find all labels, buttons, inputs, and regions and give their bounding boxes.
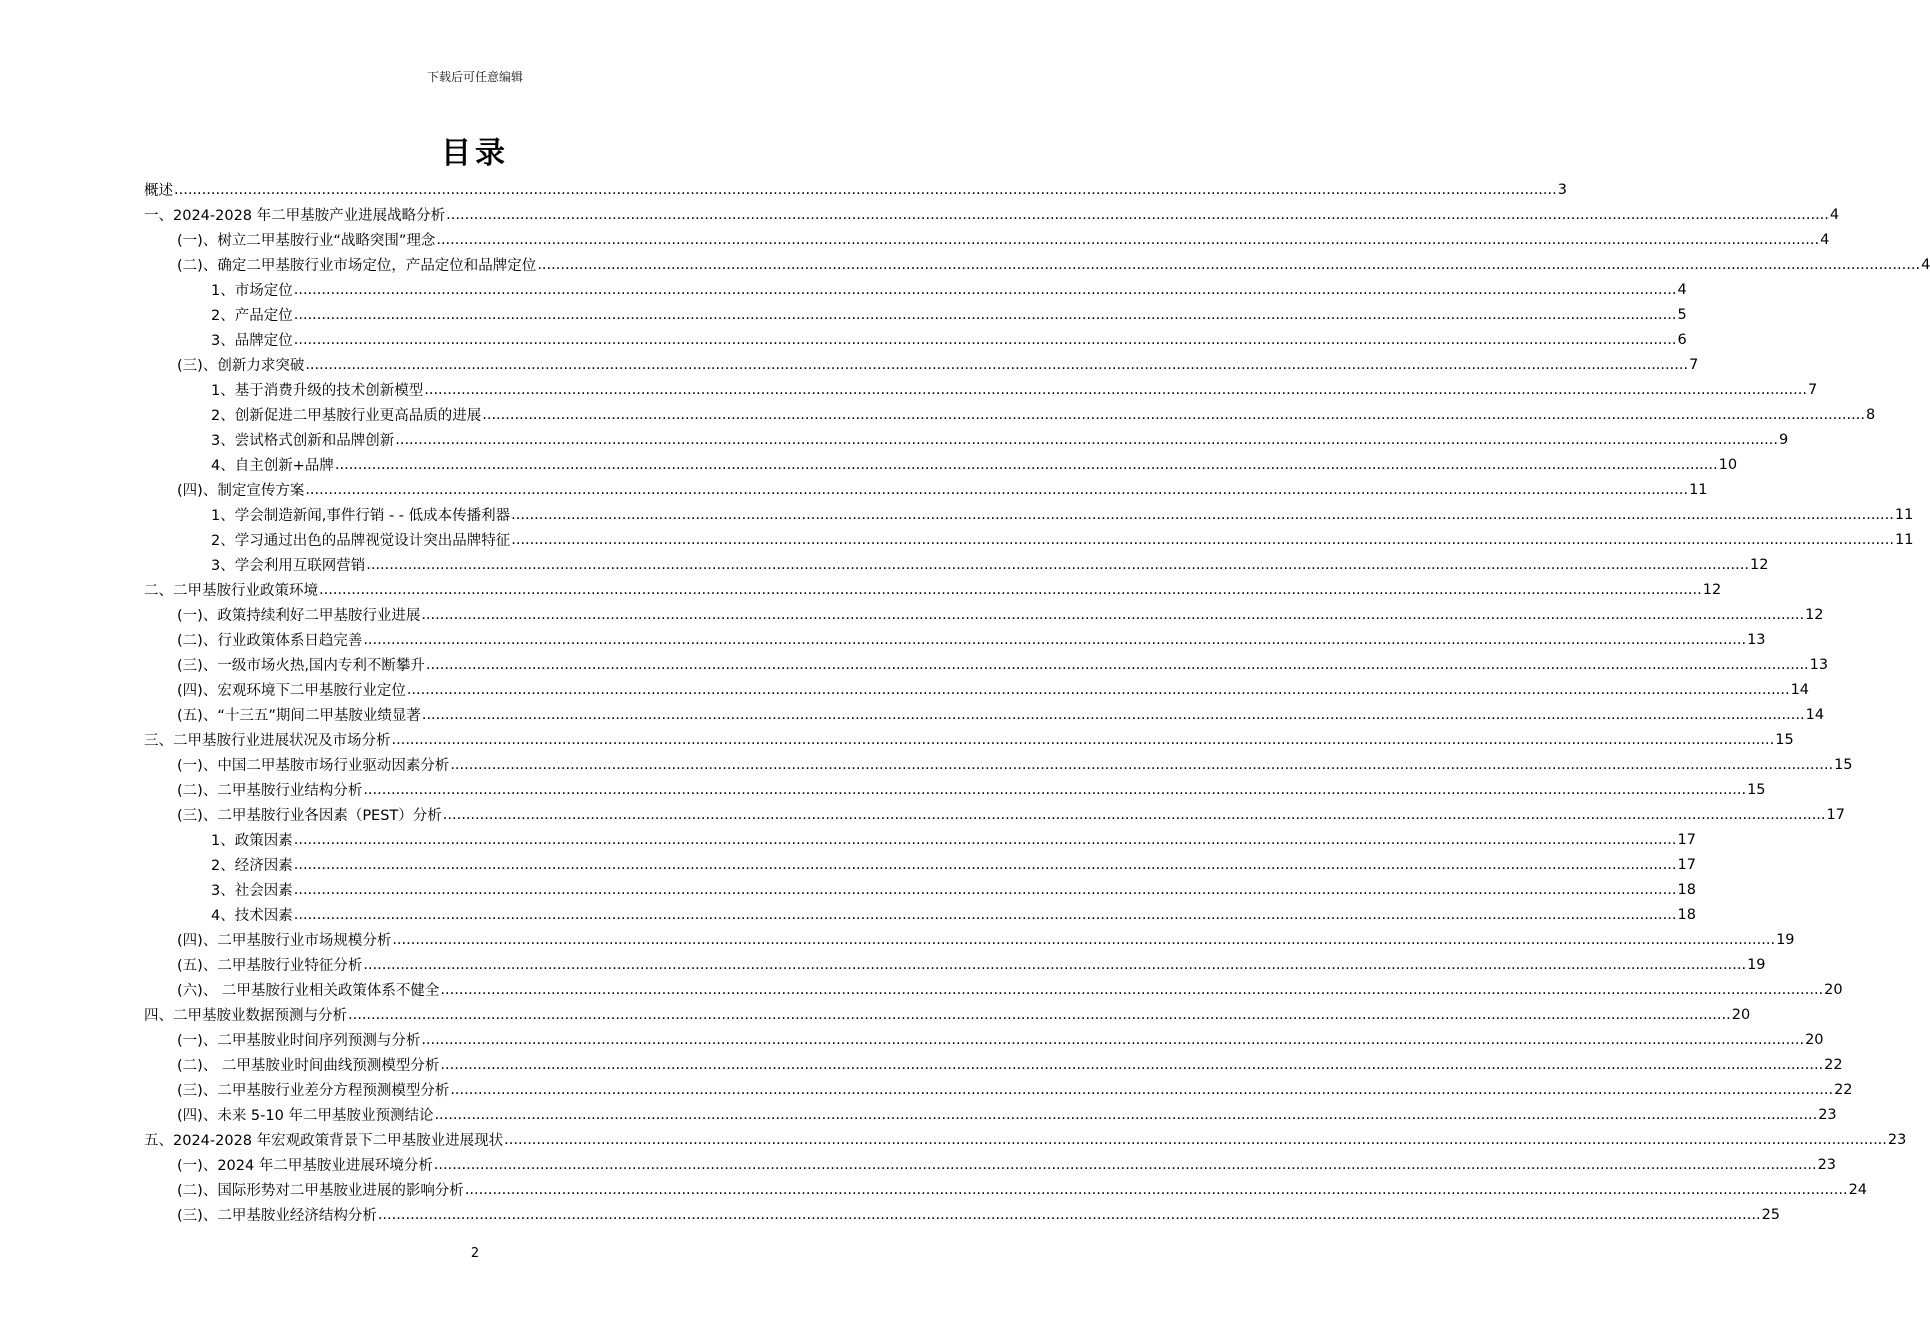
toc-entry-page: 20 xyxy=(1731,1006,1751,1023)
toc-entry[interactable] xyxy=(144,452,1738,477)
toc-entry-title: 五、2024-2028 年宏观政策背景下二甲基胺业进展现状 xyxy=(144,1133,504,1149)
toc-entry[interactable] xyxy=(144,827,1696,852)
toc-leader-dots: ............................................................................................................................................................................................................................................................................................................ xyxy=(293,331,1677,348)
toc-entry-title: (一)、2024 年二甲基胺业进展环境分析 xyxy=(177,1158,433,1174)
toc-entry-page: 13 xyxy=(1747,631,1766,648)
toc-entry[interactable] xyxy=(144,552,1769,577)
toc-entry[interactable] xyxy=(144,802,1845,827)
toc-entry-title: 2、学习通过出色的品牌视觉设计突出品牌特征 xyxy=(211,533,511,549)
toc-entry-page: 25 xyxy=(1761,1206,1781,1223)
toc-leader-dots: ............................................................................................................................................................................................................................................................................................................ xyxy=(391,731,1775,748)
toc-entry[interactable] xyxy=(144,527,1914,552)
toc-entry-title: (一)、中国二甲基胺市场行业驱动因素分析 xyxy=(177,758,450,774)
toc-entry[interactable] xyxy=(144,1077,1853,1102)
toc-entry[interactable] xyxy=(144,477,1708,502)
toc-entry-title: 四、二甲基胺业数据预测与分析 xyxy=(144,1008,347,1024)
toc-leader-dots: ............................................................................................................................................................................................................................................................................................................ xyxy=(377,1206,1761,1223)
toc-entry-page: 8 xyxy=(1865,406,1876,423)
toc-leader-dots: ............................................................................................................................................................................................................................................................................................................ xyxy=(392,931,1776,948)
toc-entry-page: 4 xyxy=(1677,281,1687,298)
toc-entry-title: 二、二甲基胺行业政策环境 xyxy=(144,583,318,599)
toc-entry-title: 三、二甲基胺行业进展状况及市场分析 xyxy=(144,733,391,749)
toc-leader-dots: ............................................................................................................................................................................................................................................................................................................ xyxy=(446,206,1829,223)
toc-entry[interactable] xyxy=(144,927,1795,952)
toc-entry-page: 3 xyxy=(1557,181,1567,198)
page-number: 2 xyxy=(470,1246,480,1261)
toc-entry[interactable] xyxy=(144,902,1696,927)
toc-entry-page: 4 xyxy=(1829,206,1840,223)
toc-entry-title: 4、自主创新+品牌 xyxy=(211,458,334,474)
toc-entry[interactable] xyxy=(144,1127,1907,1152)
toc-entry-title: (六)、 二甲基胺行业相关政策体系不健全 xyxy=(177,983,440,999)
toc-entry[interactable] xyxy=(144,1027,1824,1052)
toc-entry[interactable] xyxy=(144,952,1766,977)
toc-entry-title: 概述 xyxy=(144,183,173,199)
toc-entry-page: 4 xyxy=(1820,231,1830,248)
toc-entry-page: 20 xyxy=(1824,981,1843,998)
toc-leader-dots: ............................................................................................................................................................................................................................................................................................................ xyxy=(395,431,1778,448)
toc-entry-page: 23 xyxy=(1887,1131,1907,1148)
toc-entry-title: 3、社会因素 xyxy=(211,883,293,899)
toc-entry-page: 24 xyxy=(1848,1181,1868,1198)
toc-entry-title: 2、创新促进二甲基胺行业更高品质的进展 xyxy=(211,408,482,424)
toc-leader-dots: ............................................................................................................................................................................................................................................................................................................ xyxy=(482,406,1865,423)
toc-leader-dots: ............................................................................................................................................................................................................................................................................................................ xyxy=(421,606,1805,623)
table-of-contents xyxy=(144,177,1930,1227)
toc-leader-dots: ............................................................................................................................................................................................................................................................................................................ xyxy=(293,881,1677,898)
toc-entry[interactable] xyxy=(144,277,1687,302)
toc-entry-page: 18 xyxy=(1677,906,1696,923)
toc-leader-dots: ............................................................................................................................................................................................................................................................................................................ xyxy=(363,631,1747,648)
toc-entry-title: (二)、国际形势对二甲基胺业进展的影响分析 xyxy=(177,1183,464,1199)
toc-entry[interactable] xyxy=(144,852,1696,877)
toc-leader-dots: ............................................................................................................................................................................................................................................................................................................ xyxy=(440,1056,1824,1073)
toc-entry-page: 7 xyxy=(1689,356,1699,373)
toc-entry[interactable] xyxy=(144,227,1830,252)
toc-entry[interactable] xyxy=(144,1177,1868,1202)
toc-entry-title: (五)、“十三五”期间二甲基胺业绩显著 xyxy=(177,708,421,724)
toc-entry-title: 1、学会制造新闻,事件行销 - - 低成本传播利器 xyxy=(211,508,511,524)
toc-entry[interactable] xyxy=(144,577,1722,602)
toc-entry-page: 9 xyxy=(1778,431,1789,448)
toc-entry-page: 5 xyxy=(1677,306,1687,323)
toc-leader-dots: ............................................................................................................................................................................................................................................................................................................ xyxy=(366,556,1749,573)
toc-entry[interactable] xyxy=(144,1102,1837,1127)
toc-entry-page: 12 xyxy=(1805,606,1824,623)
toc-entry-page: 18 xyxy=(1677,881,1696,898)
toc-entry-page: 17 xyxy=(1677,856,1696,873)
toc-leader-dots: ............................................................................................................................................................................................................................................................................................................ xyxy=(305,356,1689,373)
toc-entry[interactable] xyxy=(144,302,1687,327)
toc-entry-title: 4、技术因素 xyxy=(211,908,293,924)
toc-entry-page: 11 xyxy=(1689,481,1708,498)
toc-leader-dots: ............................................................................................................................................................................................................................................................................................................ xyxy=(425,656,1809,673)
toc-entry[interactable] xyxy=(144,777,1766,802)
toc-entry-title: 1、市场定位 xyxy=(211,283,293,299)
toc-leader-dots: ............................................................................................................................................................................................................................................................................................................ xyxy=(434,1106,1818,1123)
toc-entry[interactable] xyxy=(144,1002,1751,1027)
toc-entry-page: 7 xyxy=(1807,381,1818,398)
page-header-note: 下载后可任意编辑 xyxy=(426,70,523,84)
toc-entry[interactable] xyxy=(144,677,1810,702)
toc-entry[interactable] xyxy=(144,402,1876,427)
toc-entry-page: 11 xyxy=(1894,531,1914,548)
toc-entry[interactable] xyxy=(144,1202,1781,1227)
toc-entry-title: (三)、二甲基胺行业各因素（PEST）分析 xyxy=(177,808,442,824)
toc-entry-page: 22 xyxy=(1834,1081,1853,1098)
toc-entry-page: 17 xyxy=(1677,831,1696,848)
toc-entry[interactable] xyxy=(144,752,1853,777)
toc-leader-dots: ............................................................................................................................................................................................................................................................................................................ xyxy=(348,1006,1731,1023)
toc-entry-page: 19 xyxy=(1776,931,1795,948)
toc-entry[interactable] xyxy=(144,252,1930,277)
toc-entry-page: 14 xyxy=(1790,681,1810,698)
toc-entry-title: (二)、 二甲基胺业时间曲线预测模型分析 xyxy=(177,1058,440,1074)
toc-entry-title: (一)、树立二甲基胺行业“战略突围”理念 xyxy=(177,233,436,249)
toc-entry[interactable] xyxy=(144,502,1914,527)
toc-leader-dots: ............................................................................................................................................................................................................................................................................................................ xyxy=(464,1181,1848,1198)
toc-entry-title: (二)、行业政策体系日趋完善 xyxy=(177,633,363,649)
toc-entry-page: 13 xyxy=(1809,656,1829,673)
toc-entry[interactable] xyxy=(144,727,1794,752)
toc-entry[interactable] xyxy=(144,1152,1837,1177)
toc-leader-dots: ............................................................................................................................................................................................................................................................................................................ xyxy=(421,706,1805,723)
toc-leader-dots: ............................................................................................................................................................................................................................................................................................................ xyxy=(537,256,1921,273)
toc-leader-dots: ............................................................................................................................................................................................................................................................................................................ xyxy=(174,181,1557,198)
toc-leader-dots: ............................................................................................................................................................................................................................................................................................................ xyxy=(293,856,1677,873)
toc-entry-title: 1、政策因素 xyxy=(211,833,293,849)
toc-entry[interactable] xyxy=(144,652,1829,677)
toc-entry[interactable] xyxy=(144,627,1766,652)
toc-leader-dots: ............................................................................................................................................................................................................................................................................................................ xyxy=(363,781,1747,798)
toc-entry-page: 12 xyxy=(1749,556,1769,573)
toc-entry[interactable] xyxy=(144,377,1818,402)
toc-entry-title: 3、学会利用互联网营销 xyxy=(211,558,366,574)
toc-leader-dots: ............................................................................................................................................................................................................................................................................................................ xyxy=(450,1081,1834,1098)
toc-entry-title: (三)、二甲基胺业经济结构分析 xyxy=(177,1208,377,1224)
toc-entry-page: 12 xyxy=(1702,581,1722,598)
toc-entry-page: 20 xyxy=(1805,1031,1824,1048)
toc-entry-page: 4 xyxy=(1921,256,1930,273)
toc-entry[interactable] xyxy=(144,1052,1843,1077)
toc-entry[interactable] xyxy=(144,327,1687,352)
toc-leader-dots: ............................................................................................................................................................................................................................................................................................................ xyxy=(440,981,1824,998)
toc-leader-dots: ............................................................................................................................................................................................................................................................................................................ xyxy=(319,581,1702,598)
toc-entry-page: 14 xyxy=(1805,706,1825,723)
toc-leader-dots: ............................................................................................................................................................................................................................................................................................................ xyxy=(293,281,1677,298)
toc-leader-dots: ............................................................................................................................................................................................................................................................................................................ xyxy=(334,456,1718,473)
toc-leader-dots: ............................................................................................................................................................................................................................................................................................................ xyxy=(293,831,1677,848)
toc-entry-title: (四)、二甲基胺行业市场规模分析 xyxy=(177,933,392,949)
toc-leader-dots: ............................................................................................................................................................................................................................................................................................................ xyxy=(363,956,1747,973)
toc-entry[interactable] xyxy=(144,202,1840,227)
toc-entry-page: 23 xyxy=(1818,1106,1837,1123)
toc-entry-page: 19 xyxy=(1747,956,1766,973)
toc-entry-page: 11 xyxy=(1894,506,1914,523)
toc-entry-page: 10 xyxy=(1718,456,1738,473)
toc-leader-dots: ............................................................................................................................................................................................................................................................................................................ xyxy=(511,531,1894,548)
toc-entry[interactable] xyxy=(144,977,1843,1002)
toc-entry[interactable] xyxy=(144,427,1789,452)
toc-entry-title: (三)、一级市场火热,国内专利不断攀升 xyxy=(177,658,425,674)
toc-entry-title: 2、经济因素 xyxy=(211,858,293,874)
toc-entry-page: 15 xyxy=(1834,756,1853,773)
toc-entry-title: (一)、政策持续利好二甲基胺行业进展 xyxy=(177,608,421,624)
toc-entry-title: (四)、宏观环境下二甲基胺行业定位 xyxy=(177,683,406,699)
toc-entry-title: (三)、二甲基胺行业差分方程预测模型分析 xyxy=(177,1083,450,1099)
toc-leader-dots: ............................................................................................................................................................................................................................................................................................................ xyxy=(511,506,1894,523)
toc-entry-title: (五)、二甲基胺行业特征分析 xyxy=(177,958,363,974)
toc-entry-page: 6 xyxy=(1677,331,1687,348)
toc-entry[interactable] xyxy=(144,177,1567,202)
page-title: 目录 xyxy=(441,136,509,171)
toc-entry[interactable] xyxy=(144,602,1824,627)
toc-entry-title: (一)、二甲基胺业时间序列预测与分析 xyxy=(177,1033,421,1049)
toc-entry-page: 15 xyxy=(1747,781,1766,798)
toc-entry[interactable] xyxy=(144,877,1696,902)
toc-entry-title: 2、产品定位 xyxy=(211,308,293,324)
toc-leader-dots: ............................................................................................................................................................................................................................................................................................................ xyxy=(406,681,1790,698)
toc-entry-page: 23 xyxy=(1817,1156,1837,1173)
toc-leader-dots: ............................................................................................................................................................................................................................................................................................................ xyxy=(436,231,1820,248)
toc-entry-title: (四)、未来 5-10 年二甲基胺业预测结论 xyxy=(177,1108,434,1124)
toc-leader-dots: ............................................................................................................................................................................................................................................................................................................ xyxy=(450,756,1834,773)
toc-entry-page: 17 xyxy=(1826,806,1845,823)
toc-leader-dots: ............................................................................................................................................................................................................................................................................................................ xyxy=(305,481,1689,498)
toc-entry-page: 15 xyxy=(1775,731,1794,748)
toc-leader-dots: ............................................................................................................................................................................................................................................................................................................ xyxy=(293,306,1677,323)
toc-entry-title: (三)、创新力求突破 xyxy=(177,358,305,374)
toc-leader-dots: ............................................................................................................................................................................................................................................................................................................ xyxy=(421,1031,1805,1048)
toc-entry[interactable] xyxy=(144,702,1825,727)
toc-leader-dots: ............................................................................................................................................................................................................................................................................................................ xyxy=(504,1131,1887,1148)
toc-entry-title: 3、品牌定位 xyxy=(211,333,293,349)
toc-leader-dots: ............................................................................................................................................................................................................................................................................................................ xyxy=(442,806,1826,823)
toc-entry[interactable] xyxy=(144,352,1699,377)
toc-entry-title: 3、尝试格式创新和品牌创新 xyxy=(211,433,395,449)
toc-leader-dots: ............................................................................................................................................................................................................................................................................................................ xyxy=(433,1156,1817,1173)
toc-leader-dots: ............................................................................................................................................................................................................................................................................................................ xyxy=(424,381,1807,398)
toc-entry-title: 一、2024-2028 年二甲基胺产业进展战略分析 xyxy=(144,208,446,224)
toc-entry-title: 1、基于消费升级的技术创新模型 xyxy=(211,383,424,399)
toc-leader-dots: ............................................................................................................................................................................................................................................................................................................ xyxy=(293,906,1677,923)
toc-entry-title: (二)、确定二甲基胺行业市场定位，产品定位和品牌定位 xyxy=(177,258,537,274)
toc-entry-title: (四)、制定宣传方案 xyxy=(177,483,305,499)
toc-entry-page: 22 xyxy=(1824,1056,1843,1073)
toc-entry-title: (二)、二甲基胺行业结构分析 xyxy=(177,783,363,799)
